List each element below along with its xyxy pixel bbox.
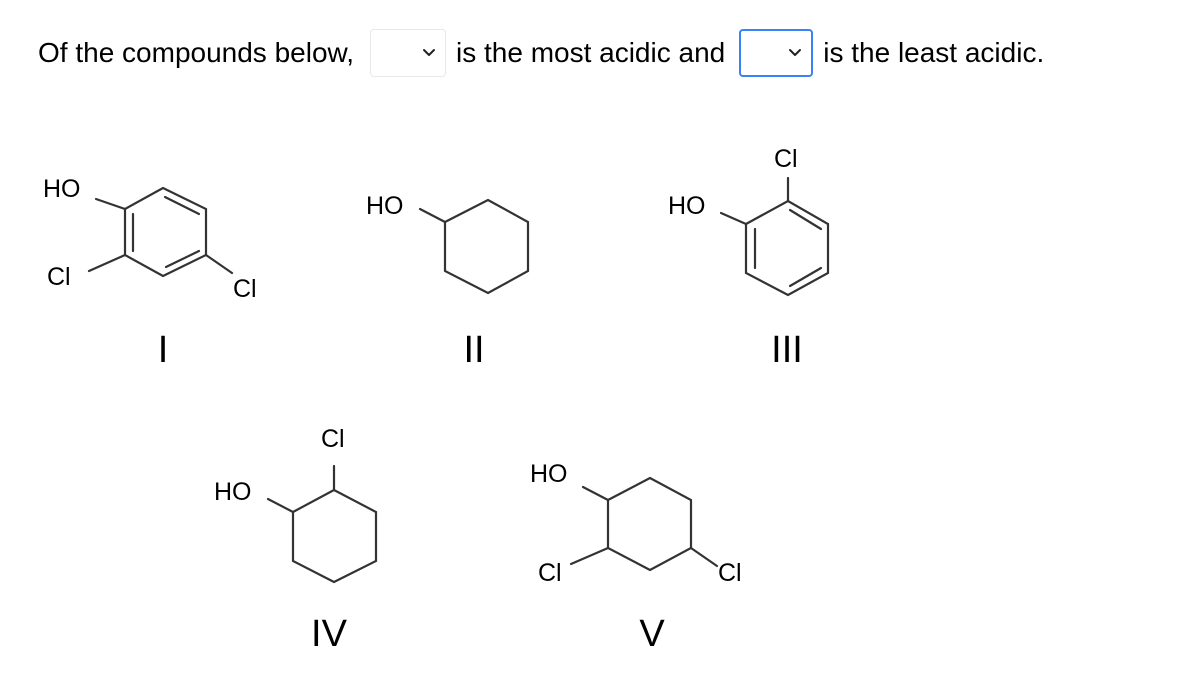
compound-v-ho-bond xyxy=(583,487,608,500)
compound-iv-numeral: IV xyxy=(311,613,347,655)
compound-iii-benzene-ring xyxy=(746,201,828,295)
compound-iv-cl-label: Cl xyxy=(321,425,345,453)
compound-i-ho-bond xyxy=(96,199,125,209)
compound-iii-double-bond xyxy=(790,268,821,286)
compound-v-numeral: V xyxy=(639,613,665,655)
compound-ii-cyclohexane-ring xyxy=(445,200,528,293)
question-middle: is the most acidic and xyxy=(455,37,726,68)
compound-v-cl-bond xyxy=(571,548,608,564)
compound-iv-ho-bond xyxy=(268,499,293,512)
compound-i-cl-bond xyxy=(206,255,232,273)
compound-v-ho-label: HO xyxy=(530,460,568,488)
compound-i-cl-right-label: Cl xyxy=(233,275,257,303)
question-prefix: Of the compounds below, xyxy=(38,37,354,68)
compound-i-double-bond xyxy=(166,251,199,267)
compound-v-cl-right-label: Cl xyxy=(718,559,742,587)
compound-i-numeral: I xyxy=(157,329,169,371)
compound-i-double-bond xyxy=(165,197,199,214)
compound-v-cl-bond xyxy=(691,548,717,566)
compound-iv-structure xyxy=(268,466,376,582)
compound-ii-ho-bond xyxy=(420,209,445,222)
question-suffix: is the least acidic. xyxy=(823,37,1045,68)
compound-ii-structure xyxy=(420,200,528,293)
compound-v-structure xyxy=(571,478,717,570)
compound-i-cl-left-label: Cl xyxy=(47,263,71,291)
compound-ii-numeral: II xyxy=(463,329,485,371)
compound-iii-structure xyxy=(721,178,828,295)
compound-iv-cyclohexane-ring xyxy=(293,490,376,582)
compound-iii-cl-label: Cl xyxy=(774,145,798,173)
compound-i-ho-label: HO xyxy=(43,175,81,203)
compound-iii-double-bond xyxy=(790,210,821,229)
compound-v-cyclohexane-ring xyxy=(608,478,691,570)
compound-i-benzene-ring xyxy=(125,188,206,276)
compound-i-structure xyxy=(89,188,232,276)
compound-iv-ho-label: HO xyxy=(214,478,252,506)
compound-v-cl-left-label: Cl xyxy=(538,559,562,587)
compound-i-cl-bond xyxy=(89,255,125,271)
compound-ii-ho-label: HO xyxy=(366,192,404,220)
compound-iii-ho-bond xyxy=(721,213,746,224)
compound-iii-ho-label: HO xyxy=(668,192,706,220)
compound-iii-numeral: III xyxy=(771,329,803,371)
